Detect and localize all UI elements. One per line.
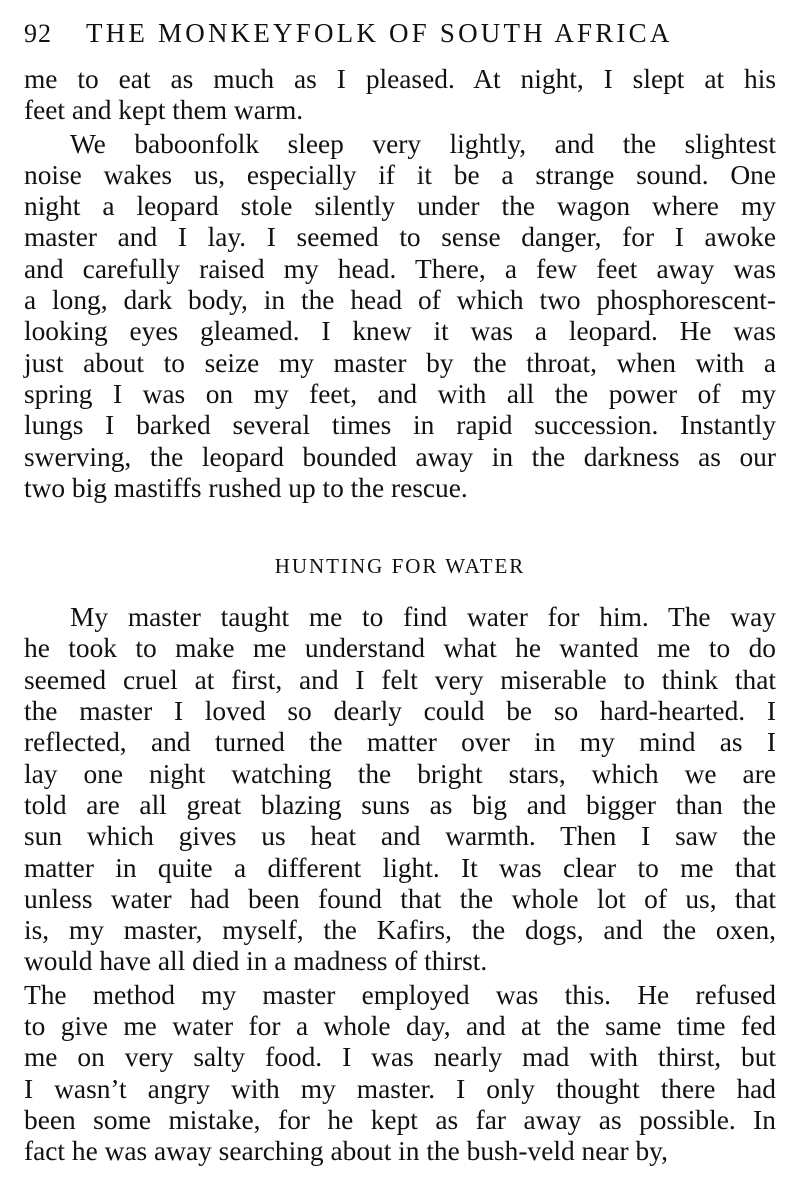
- text-line: My master taught me to find water for him. The way: [70, 602, 776, 633]
- text-line: to give me water for a whole day, and at the same time fed: [24, 1011, 776, 1042]
- text-line: just about to seize my master by the throat, when with a: [24, 347, 776, 378]
- paragraph: [24, 602, 776, 978]
- text-line: matter in quite a different light. It was clear to me that: [24, 852, 776, 883]
- text-line: reflected, and turned the matter over in my mind as I: [24, 727, 776, 758]
- text-line: sun which gives us heat and warmth. Then I saw the: [24, 821, 776, 852]
- text-line: spring I was on my feet, and with all the power of my: [24, 378, 776, 409]
- running-head: [24, 18, 776, 64]
- text-line: me on very salty food. I was nearly mad with thirst, but: [24, 1042, 776, 1073]
- body-text-before-heading: [24, 64, 776, 504]
- text-line: noise wakes us, especially if it be a strange sound. One: [24, 159, 776, 190]
- text-line: would have all died in a madness of thirst.: [24, 946, 488, 977]
- text-line: a long, dark body, in the head of which two phosphorescent-: [24, 285, 776, 316]
- text-line: seemed cruel at first, and I felt very miserable to think that: [24, 664, 776, 695]
- body-text-after-heading: [24, 602, 776, 1167]
- text-line: two big mastiffs rushed up to the rescue.: [24, 472, 468, 503]
- text-line: I wasn’t angry with my master. I only thought there had: [24, 1073, 776, 1104]
- text-line: master and I lay. I seemed to sense danger, for I awoke: [24, 222, 776, 253]
- text-line: the master I loved so dearly could be so hard-hearted. I: [24, 696, 776, 727]
- text-line: feet and kept them warm.: [24, 95, 304, 126]
- text-line: lungs I barked several times in rapid succession. Instantly: [24, 410, 776, 441]
- text-line: told are all great blazing suns as big and bigger than the: [24, 789, 776, 820]
- paragraph: [24, 129, 776, 505]
- text-line: and carefully raised my head. There, a few feet away was: [24, 253, 776, 284]
- paragraph: [24, 980, 776, 1168]
- text-line: swerving, the leopard bounded away in the darkness as our: [24, 441, 776, 472]
- text-line: he took to make me understand what he wanted me to do: [24, 633, 776, 664]
- text-line: been some mistake, for he kept as far away as possible. In: [24, 1104, 776, 1135]
- page-number: 92: [24, 19, 52, 48]
- section-heading: HUNTING FOR WATER: [274, 554, 526, 579]
- book-title: THE MONKEYFOLK OF SOUTH AFRICA: [86, 18, 673, 48]
- text-line: unless water had been found that the whole lot of us, that: [24, 883, 776, 914]
- text-line: is, my master, myself, the Kafirs, the dogs, and the oxen,: [24, 915, 776, 946]
- text-line: night a leopard stole silently under the wagon where my: [24, 191, 776, 222]
- text-line: looking eyes gleamed. I knew it was a leopard. He was: [24, 316, 776, 347]
- text-line: lay one night watching the bright stars, which we are: [24, 758, 776, 789]
- text-line: The method my master employed was this. He refused: [24, 979, 776, 1010]
- text-line: fact he was away searching about in the bush-veld near by,: [24, 1136, 668, 1167]
- book-page: [24, 18, 776, 1168]
- text-line: We baboonfolk sleep very lightly, and the slightest: [70, 128, 776, 159]
- paragraph: [24, 64, 776, 127]
- text-line: me to eat as much as I pleased. At night, I slept at his: [24, 64, 776, 94]
